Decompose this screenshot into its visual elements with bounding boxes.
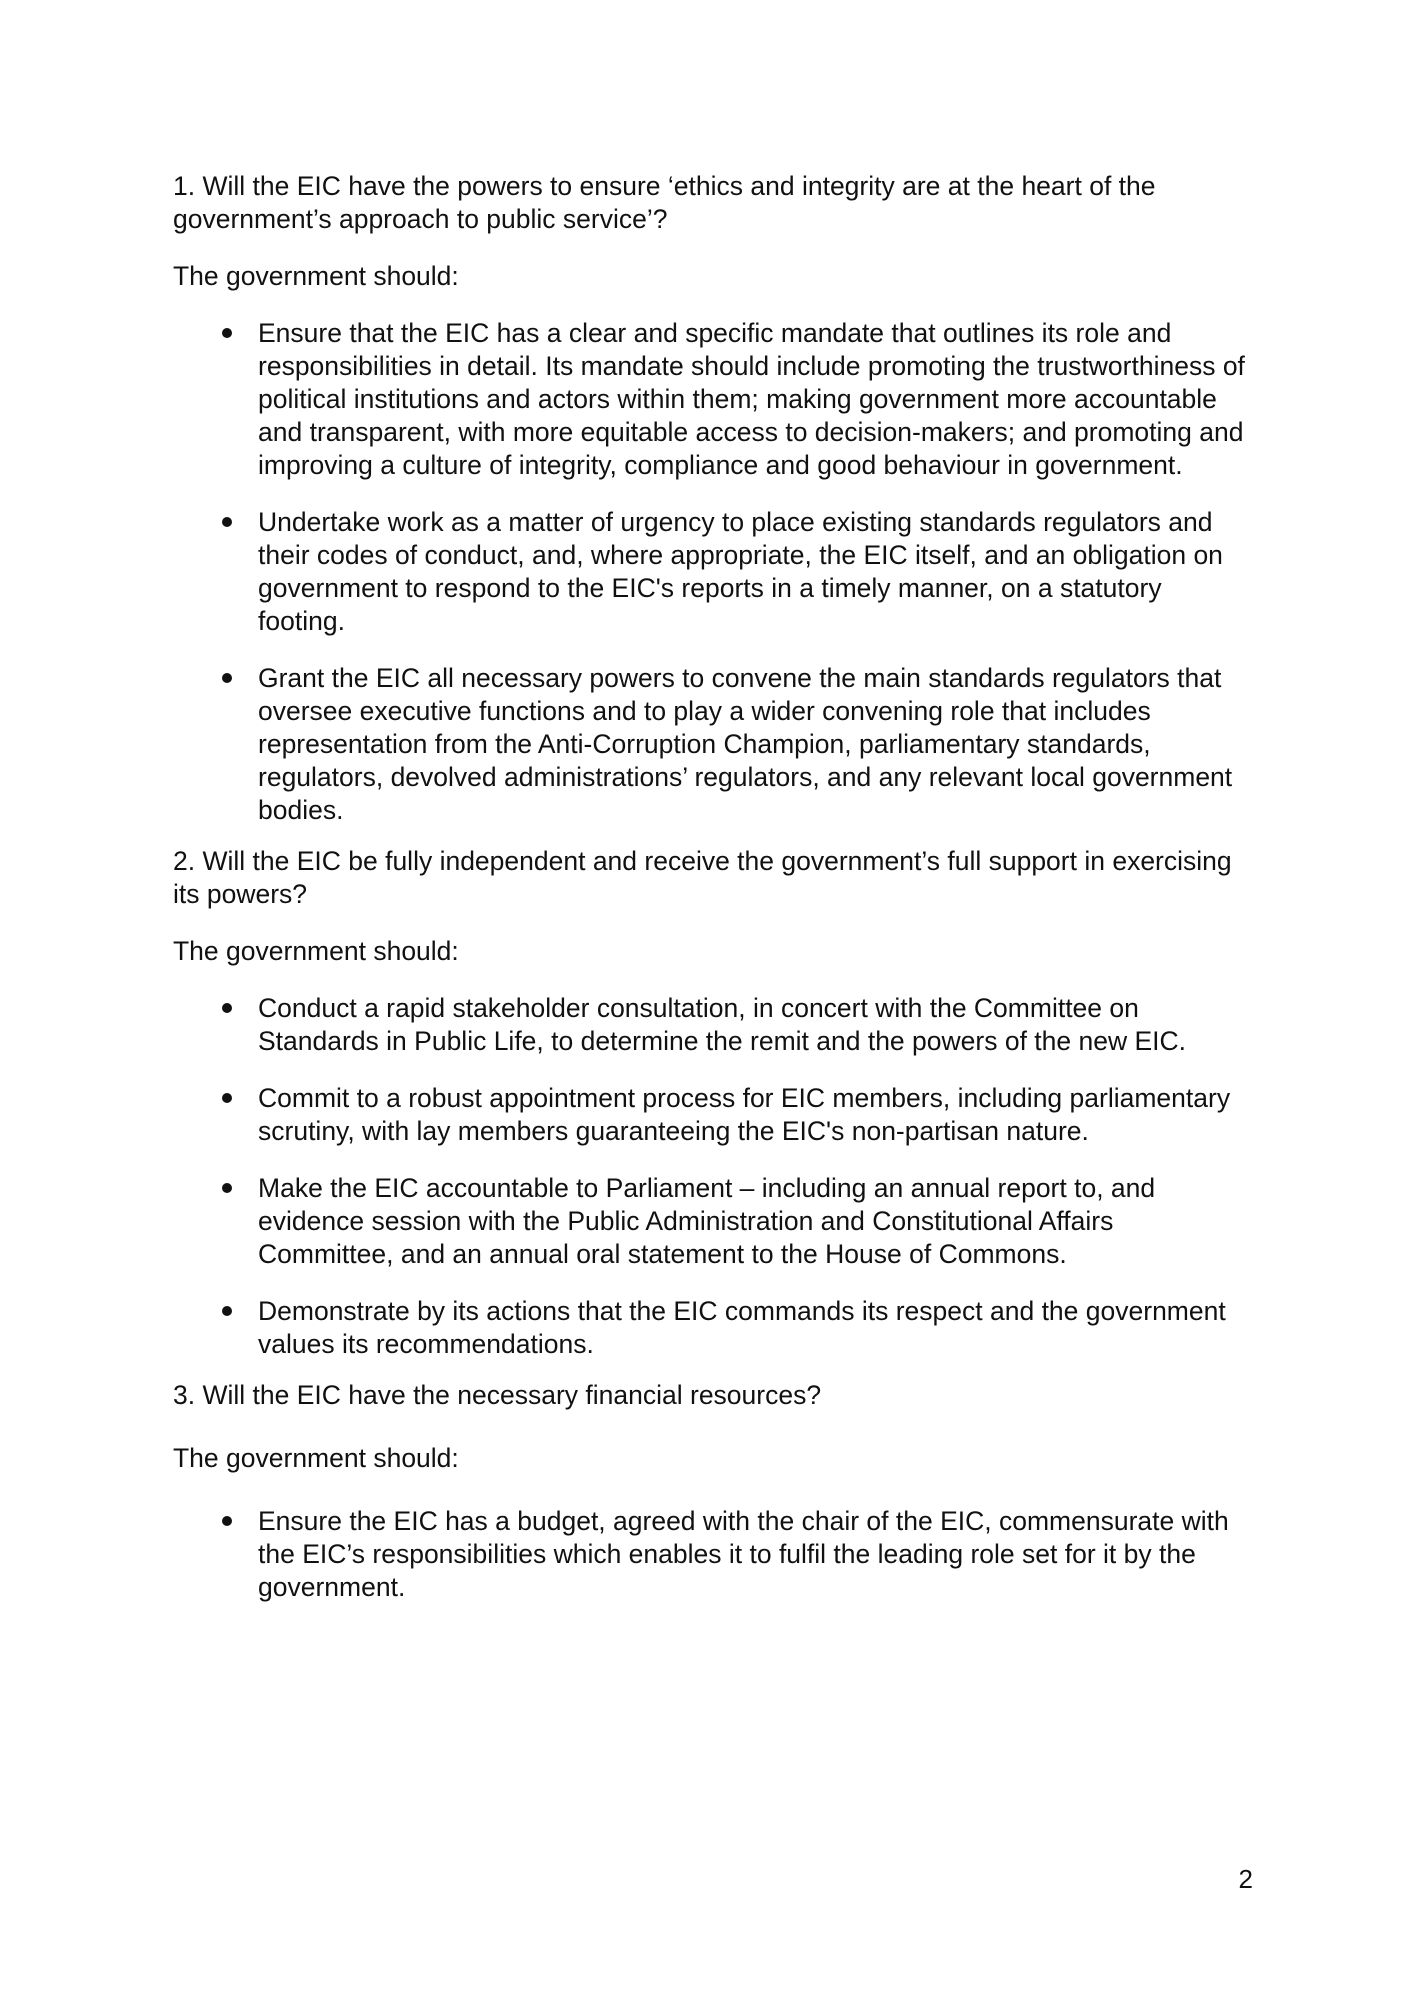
list-item-text: Commit to a robust appointment process for EIC members, including parliamentary scrutiny, with lay members guaranteeing the EIC's non-partisan nature. — [258, 1083, 1231, 1146]
lead-text-1: The government should: — [173, 261, 459, 291]
list-item — [173, 1082, 1253, 1148]
list-item-text: Demonstrate by its actions that the EIC commands its respect and the government values its recommendations. — [258, 1296, 1226, 1359]
list-item-text: Ensure that the EIC has a clear and specific mandate that outlines its role and responsibilities in detail. Its mandate should include promoting the trustworthiness of political institutions and actors within them; making government more accountable and transparent, with more equitable access to decision-makers; and promoting and improving a culture of integrity, compliance and good behaviour in government. — [258, 318, 1245, 480]
list-item-text: Conduct a rapid stakeholder consultation, in concert with the Committee on Standards in Public Life, to determine the remit and the powers of the new EIC. — [258, 993, 1187, 1056]
document-page — [173, 170, 1253, 1628]
bullet-icon — [217, 992, 237, 1025]
recommendation-list-2 — [173, 992, 1253, 1361]
list-item-text: Grant the EIC all necessary powers to convene the main standards regulators that oversee executive functions and to play a wider convening role that includes representation from the Anti-Corruption Champion, parliamentary standards, regulators, devolved administrations’ regulators, and any relevant local government bodies. — [258, 663, 1233, 825]
list-item — [173, 1295, 1253, 1361]
section-1 — [173, 170, 1253, 827]
list-item — [173, 1172, 1253, 1271]
recommendation-list-3 — [173, 1505, 1253, 1604]
list-item-text: Ensure the EIC has a budget, agreed with the chair of the EIC, commensurate with the EIC’s responsibilities which enables it to fulfil the leading role set for it by the government. — [258, 1506, 1229, 1602]
lead-text-2: The government should: — [173, 936, 459, 966]
bullet-icon — [217, 1082, 237, 1115]
question-2: 2. Will the EIC be fully independent and receive the government’s full support in exercising its powers? — [173, 846, 1232, 909]
list-item — [173, 1505, 1253, 1604]
question-1: 1. Will the EIC have the powers to ensure ‘ethics and integrity are at the heart of the government’s approach to public service’? — [173, 171, 1156, 234]
list-item-text: Undertake work as a matter of urgency to place existing standards regulators and their codes of conduct, and, where appropriate, the EIC itself, and an obligation on government to respond to the EIC's reports in a timely manner, on a statutory footing. — [258, 507, 1223, 636]
list-item — [173, 317, 1253, 482]
section-3 — [173, 1379, 1253, 1604]
recommendation-list-1 — [173, 317, 1253, 827]
bullet-icon — [217, 1295, 237, 1328]
bullet-icon — [217, 1505, 237, 1538]
bullet-icon — [217, 506, 237, 539]
list-item — [173, 506, 1253, 638]
bullet-icon — [217, 662, 237, 695]
question-3: 3. Will the EIC have the necessary financial resources? — [173, 1380, 822, 1410]
list-item — [173, 662, 1253, 827]
bullet-icon — [217, 1172, 237, 1205]
list-item — [173, 992, 1253, 1058]
section-2 — [173, 845, 1253, 1361]
bullet-icon — [217, 317, 237, 350]
page-number: 2 — [1238, 1864, 1253, 1894]
list-item-text: Make the EIC accountable to Parliament – including an annual report to, and evidence session with the Public Administration and Constitutional Affairs Committee, and an annual oral statement to the House of Commons. — [258, 1173, 1156, 1269]
lead-text-3: The government should: — [173, 1443, 459, 1473]
